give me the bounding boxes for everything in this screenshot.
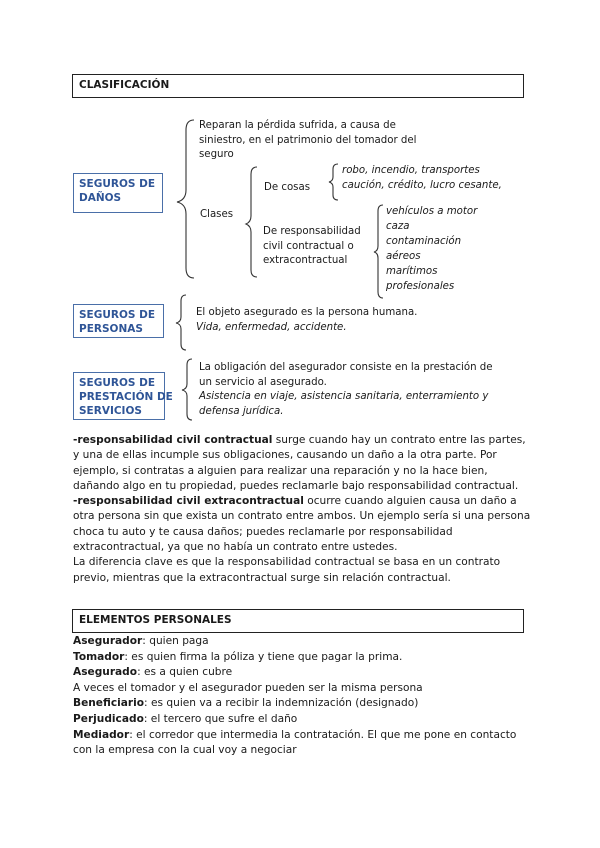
personas-line: Vida, enfermedad, accidente.	[196, 321, 347, 333]
list-term: Tomador	[73, 650, 125, 663]
category-label-line: SEGUROS DE	[79, 309, 155, 321]
servicios-line: defensa jurídica.	[199, 405, 284, 417]
responsabilidad-item: profesionales	[386, 280, 455, 292]
paragraph-text: ocurre cuando alguien causa un daño a otra persona sin que exista un contrato entre ambos. Un ejemplo sería si una persona choca tu auto y te causa daños; puedes reclamarle por responsabilidad extracontractual, ya que no había un contrato entre ustedes.	[73, 495, 531, 554]
servicios-line: La obligación del asegurador consiste en la prestación de	[199, 362, 493, 373]
list-term: Mediador	[73, 728, 130, 741]
brace-clases	[245, 166, 259, 280]
section-header-elementos: ELEMENTOS PERSONALES	[72, 609, 524, 633]
section-header-clasificacion: CLASIFICACIÓN	[72, 74, 524, 98]
category-label-line: DAÑOS	[79, 192, 122, 204]
explicacion-responsabilidad	[73, 433, 533, 586]
de-responsabilidad-line: civil contractual o	[263, 240, 354, 252]
danos-intro-line: seguro	[199, 149, 234, 161]
category-label-line: SEGUROS DE	[79, 377, 155, 389]
de-responsabilidad-line: extracontractual	[263, 255, 348, 267]
paragraph-contractual	[73, 433, 533, 494]
responsabilidad-item: marítimos	[386, 265, 438, 277]
list-item	[73, 712, 533, 728]
danos-intro-line: siniestro, en el patrimonio del tomador del	[199, 134, 417, 146]
list-def: : el tercero que sufre el daño	[143, 712, 298, 725]
de-cosas-item: caución, crédito, lucro cesante,	[342, 179, 502, 191]
list-term: Beneficiario	[73, 697, 145, 710]
servicios-line: un servicio al asegurado.	[199, 376, 327, 388]
term-bold: -responsabilidad civil extracontractual	[73, 495, 304, 508]
brace-de-responsabilidad	[373, 204, 385, 300]
category-label-line: SEGUROS DE	[79, 178, 155, 190]
paragraph-diferencia: La diferencia clave es que la responsabilidad contractual se basa en un contrato previo, mientras que la extracontractual surge sin relación contractual.	[73, 556, 501, 584]
paragraph-extracontractual	[73, 494, 533, 555]
list-def: : es quien firma la póliza y tiene que pagar la prima.	[124, 650, 403, 663]
personas-text	[196, 306, 417, 335]
list-def: : el corredor que intermedia la contratación. El que me pone en contacto con la empresa con la cual voy a negociar	[73, 728, 517, 757]
category-seguros-personas	[73, 304, 164, 338]
personas-line: El objeto asegurado es la persona humana.	[196, 307, 418, 318]
category-label-line: SERVICIOS	[79, 405, 142, 417]
list-def: : es a quien cubre	[137, 666, 233, 679]
list-def: A veces el tomador y el asegurador pueden ser la misma persona	[73, 681, 423, 694]
category-label-line: PRESTACIÓN DE	[79, 391, 173, 403]
elementos-list	[73, 634, 533, 759]
category-seguros-servicios	[73, 372, 173, 420]
de-cosas-item: robo, incendio, transportes	[342, 165, 480, 176]
category-label-line: PERSONAS	[79, 323, 143, 335]
list-term: Perjudicado	[73, 712, 144, 725]
responsabilidad-item: contaminación	[386, 235, 462, 247]
brace-danos	[174, 118, 198, 280]
de-responsabilidad-items	[386, 205, 477, 294]
paragraph-text: surge cuando hay un contrato entre las partes, y una de ellas incumple sus obligaciones, causando un daño a la otra parte. Por ejemplo, si contratas a alguien para realizar una reparación y no la hace bien, dañando algo en tu propiedad, puedes reclamarle bajo responsabilidad contractual.	[73, 434, 526, 492]
list-item	[73, 634, 533, 650]
list-item	[73, 650, 533, 666]
danos-intro	[199, 119, 417, 163]
danos-intro-line: Reparan la pérdida sufrida, a causa de	[199, 120, 396, 131]
list-item	[73, 665, 533, 681]
responsabilidad-item: aéreos	[386, 250, 421, 262]
list-def: : es quien va a recibir la indemnización (designado)	[144, 697, 419, 710]
brace-de-cosas	[328, 163, 340, 201]
de-cosas-label: De cosas	[264, 182, 311, 193]
servicios-line: Asistencia en viaje, asistencia sanitaria, enterramiento y	[199, 391, 489, 403]
brace-servicios	[180, 358, 194, 422]
brace-personas	[174, 294, 188, 352]
de-responsabilidad-line: De responsabilidad	[263, 226, 361, 237]
de-cosas-items	[342, 164, 502, 193]
de-responsabilidad-label	[263, 225, 361, 269]
list-term: Asegurado	[73, 666, 138, 679]
category-seguros-danos	[73, 173, 163, 213]
list-item	[73, 681, 533, 697]
list-term: Asegurador	[73, 635, 143, 647]
term-bold: -responsabilidad civil contractual	[73, 434, 273, 446]
responsabilidad-item: vehículos a motor	[386, 206, 478, 217]
list-item	[73, 728, 533, 759]
servicios-text	[199, 361, 493, 419]
responsabilidad-item: caza	[386, 220, 410, 232]
list-item	[73, 696, 533, 712]
clases-label: Clases	[200, 209, 234, 220]
list-def: : quien paga	[142, 635, 209, 647]
